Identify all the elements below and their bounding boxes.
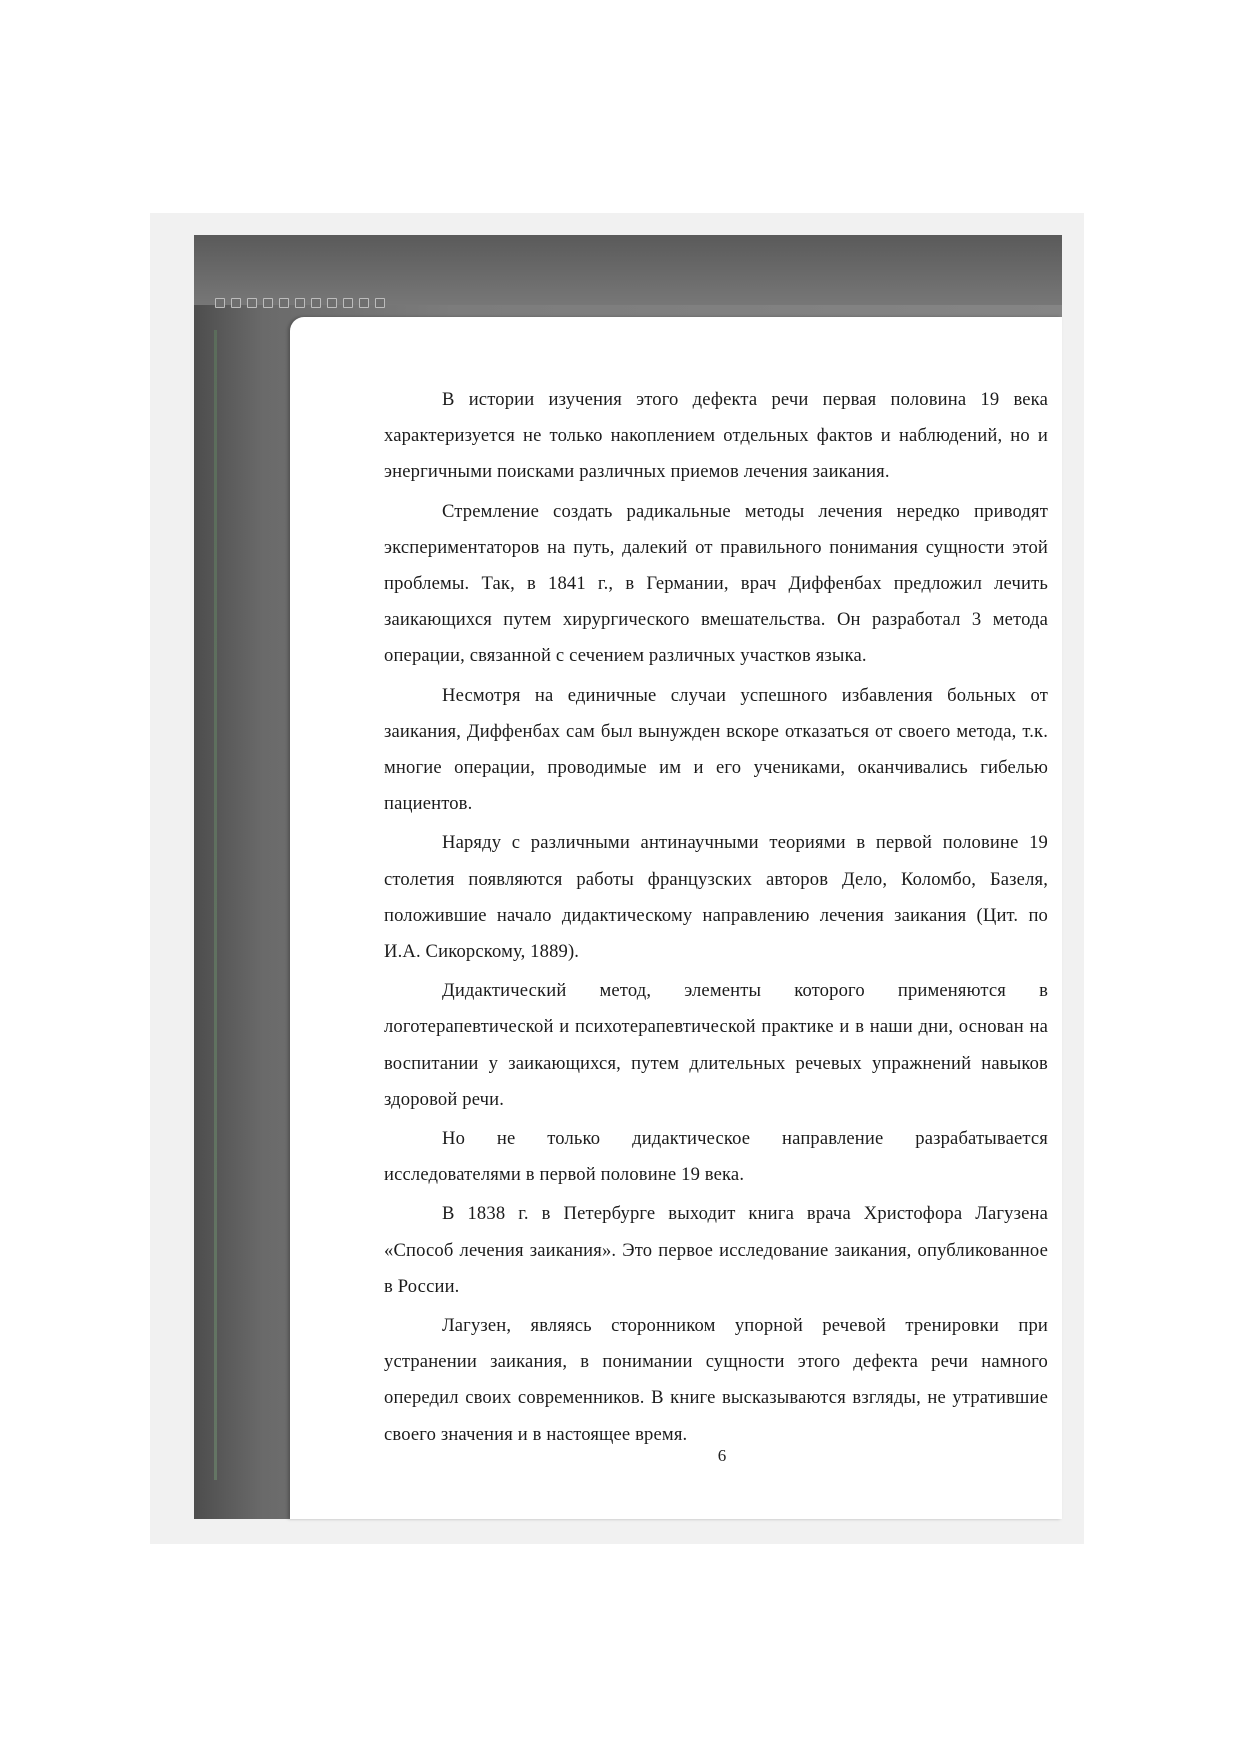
paragraph: В 1838 г. в Петербурге выходит книга врача Христофора Лагузена «Способ лечения заикания». Это первое исследование заикания, опубликованное в России. — [384, 1203, 1048, 1297]
binder-ring — [247, 298, 257, 308]
binder-ring — [279, 298, 289, 308]
binder-ring — [311, 298, 321, 308]
paragraph: Несмотря на единичные случаи успешного избавления больных от заикания, Диффенбах сам был вынужден вскоре отказаться от своего метода, т.к. многие операции, проводимые им и его учениками, оканчивались гибелью пациентов. — [384, 684, 1048, 815]
binder-ring — [231, 298, 241, 308]
binder-ring — [375, 298, 385, 308]
scanner-shadow-top — [194, 235, 1062, 305]
binder-ring — [295, 298, 305, 308]
binder-rings — [215, 298, 385, 310]
page-number: 6 — [717, 1446, 727, 1465]
paragraph: Наряду с различными антинаучными теориями в первой половине 19 столетия появляются работы французских авторов Дело, Коломбо, Базеля, положившие начало дидактическому направлению лечения заикания (Цит. по И.А. Сикорскому, 1889). — [384, 832, 1048, 963]
binder-ring — [343, 298, 353, 308]
paragraph: Но не только дидактическое направление разрабатывается исследователями в первой половине 19 века. — [384, 1128, 1048, 1186]
document-body — [384, 382, 1048, 1456]
paragraph: Дидактический метод, элементы которого применяются в логотерапевтической и психотерапевтической практике и в наши дни, основан на воспитании у заикающихся, путем длительных речевых упражнений навыков здоровой речи. — [384, 980, 1048, 1110]
scan-edge-artifact — [214, 330, 217, 1480]
binder-ring — [263, 298, 273, 308]
paragraph: Стремление создать радикальные методы лечения нередко приводят экспериментаторов на путь, далекий от правильного понимания сущности этой проблемы. Так, в 1841 г., в Германии, врач Диффенбах предложил лечить заикающихся путем хирургического вмешательства. Он разработал 3 метода операции, связанной с сечением различных участков языка. — [384, 500, 1048, 667]
binder-ring — [359, 298, 369, 308]
binder-ring — [215, 298, 225, 308]
binder-ring — [327, 298, 337, 308]
paragraph: Лагузен, являясь сторонником упорной речевой тренировки при устранении заикания, в понимании сущности этого дефекта речи намного опередил своих современников. В книге высказываются взгляды, не утратившие своего значения и в настоящее время. — [384, 1315, 1048, 1445]
paragraph: В истории изучения этого дефекта речи первая половина 19 века характеризуется не только накоплением отдельных фактов и наблюдений, но и энергичными поисками различных приемов лечения заикания. — [384, 389, 1048, 483]
